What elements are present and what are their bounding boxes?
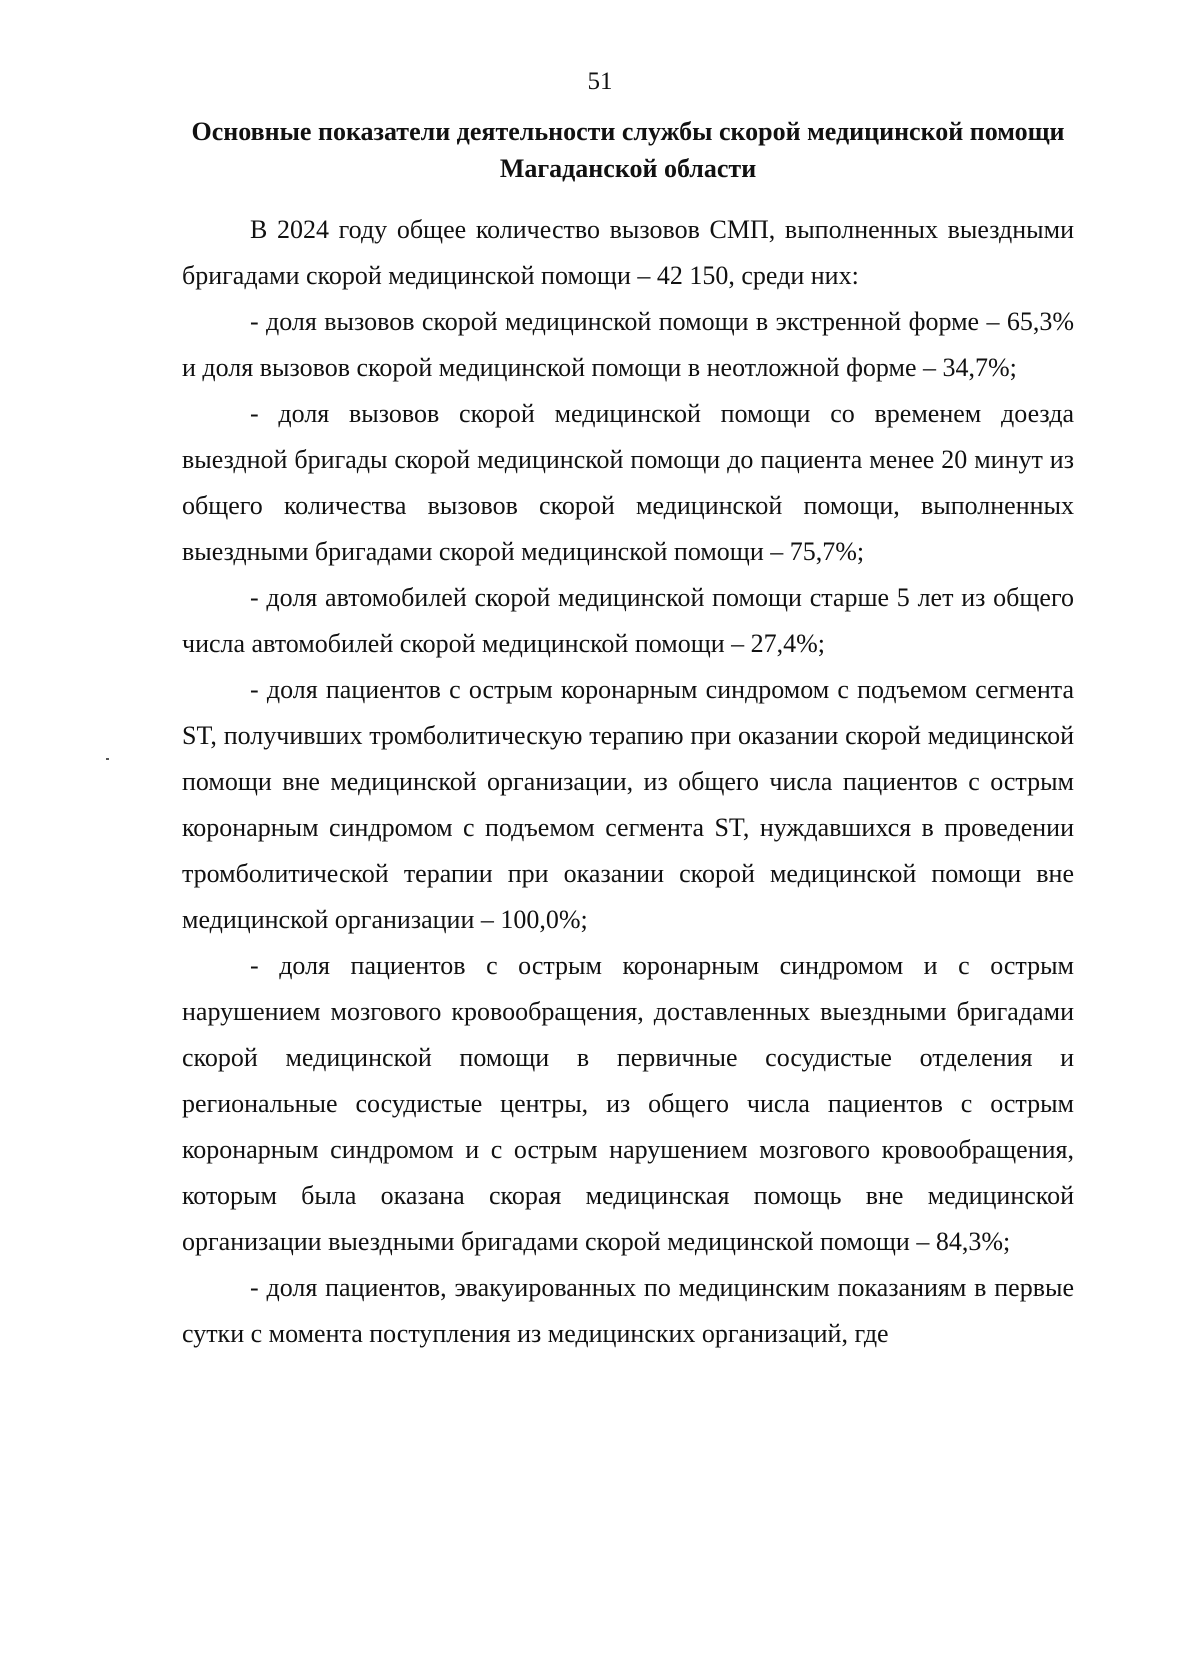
paragraph-thrombolytic-share: - доля пациентов с острым коронарным синдромом с подъемом сегмента ST, получивших тромболитическую терапию при оказании скорой медицинской помощи вне медицинской организации, из общего числа пациентов с острым коронарным синдромом с подъемом сегмента ST, нуждавшихся в проведении тромболитической терапии при оказании скорой медицинской помощи вне медицинской организации – 100,0%; <box>182 675 1074 934</box>
paragraph-evacuated-share: - доля пациентов, эвакуированных по медицинским показаниям в первые сутки с момента поступления из медицинских организаций, где <box>182 1273 1074 1348</box>
paragraph-emergency-share: - доля вызовов скорой медицинской помощи в экстренной форме – 65,3% и доля вызовов скорой медицинской помощи в неотложной форме – 34,7%; <box>182 307 1074 382</box>
page-number: 51 <box>587 68 613 95</box>
paragraph-total-calls: В 2024 году общее количество вызовов СМП, выполненных выездными бригадами скорой медицинской помощи – 42 150, среди них: <box>182 215 1074 290</box>
paragraph-vehicle-age-share: - доля автомобилей скорой медицинской помощи старше 5 лет из общего числа автомобилей скорой медицинской помощи – 27,4%; <box>182 583 1074 658</box>
paragraph-arrival-time-share: - доля вызовов скорой медицинской помощи со временем доезда выездной бригады скорой медицинской помощи до пациента менее 20 минут из общего количества вызовов скорой медицинской помощи, выполненных выездными бригадами скорой медицинской помощи – 75,7%; <box>182 399 1074 566</box>
page-title: Основные показатели деятельности службы скорой медицинской помощи Магаданской области <box>191 117 1065 183</box>
scan-speck <box>106 758 109 760</box>
paragraph-vascular-centers-share: - доля пациентов с острым коронарным синдромом и с острым нарушением мозгового кровообращения, доставленных выездными бригадами скорой медицинской помощи в первичные сосудистые отделения и региональные сосудистые центры, из общего числа пациентов с острым коронарным синдромом и с острым нарушением мозгового кровообращения, которым была оказана скорая медицинская помощь вне медицинской организации выездными бригадами скорой медицинской помощи – 84,3%; <box>182 951 1074 1256</box>
document-body <box>182 207 1074 1357</box>
